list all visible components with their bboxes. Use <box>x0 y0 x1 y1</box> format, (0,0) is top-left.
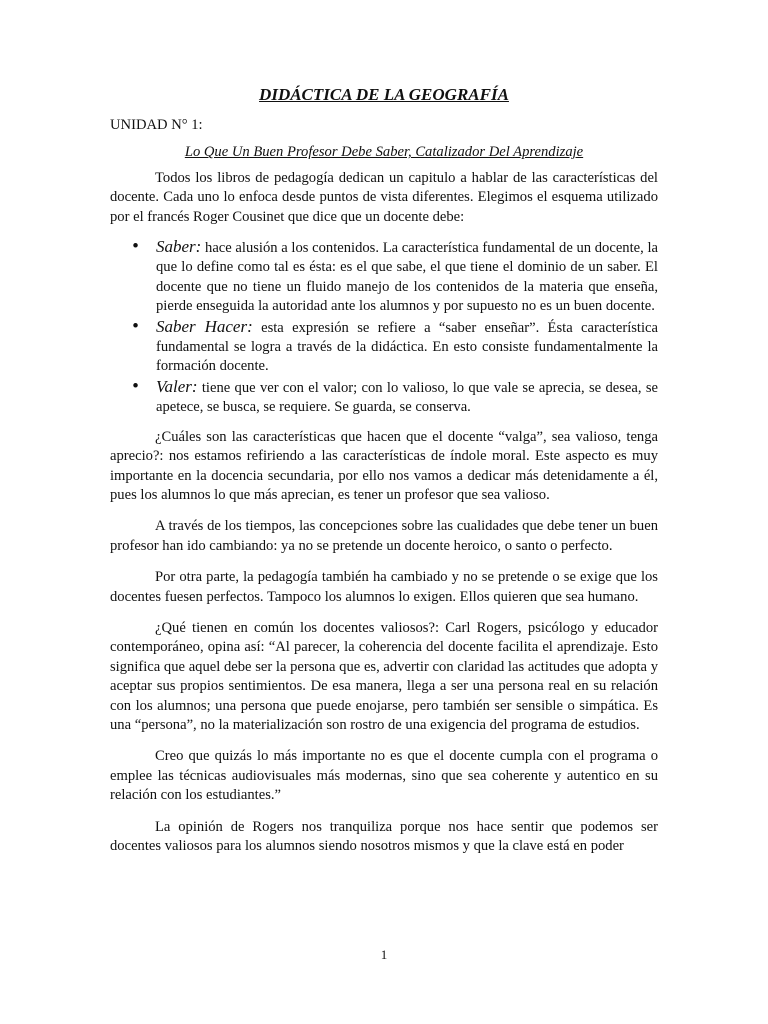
characteristics-list <box>110 237 658 418</box>
unit-heading: UNIDAD N° 1: <box>110 117 203 133</box>
description-saber: hace alusión a los contenidos. La característica fundamental de un docente, la que lo define como tal es ésta: es el que sabe, el que tiene el dominio de un saber. El docente que no tiene un fluido manejo de los contenidos de la materia que enseña, pierde enseguida la autoridad ante los alumnos y por supuesto no es un buen docente. <box>156 240 658 315</box>
page-number: 1 <box>380 947 388 962</box>
term-saber-hacer: Saber Hacer: <box>156 316 253 336</box>
list-item-saber-hacer <box>110 317 658 377</box>
section-subtitle: Lo Que Un Buen Profesor Debe Saber, Catalizador Del Aprendizaje <box>184 144 584 161</box>
document-page <box>110 84 658 868</box>
list-item-saber <box>110 237 658 317</box>
term-saber: Saber: <box>156 237 202 257</box>
paragraph-moral-characteristics: ¿Cuáles son las características que hacen que el docente “valga”, sea valioso, tenga aprecio?: nos estamos refiriendo a las características de índole moral. Este aspecto es muy importante en la docencia secundaria, por ello nos vamos a dedicar más detenidamente a él, pues los alumnos lo que más aprecian, es tener un profesor que sea valioso. <box>110 428 658 503</box>
paragraph-pedagogy-change: Por otra parte, la pedagogía también ha cambiado y no se pretende o se exige que los docentes fuesen perfectos. Tampoco los alumnos lo exigen. Ellos quieren que sea humano. <box>110 569 658 605</box>
paragraph-rogers-opinion: La opinión de Rogers nos tranquiliza porque nos hace sentir que podemos ser docentes valiosos para los alumnos siendo nosotros mismos y que la clave está en poder <box>110 818 658 854</box>
paragraph-changing-conceptions: A través de los tiempos, las concepciones sobre las cualidades que debe tener un buen profesor han ido cambiando: ya no se pretende un docente heroico, o santo o perfecto. <box>110 518 658 554</box>
bullet-icon: • <box>132 375 139 397</box>
list-item-valer <box>110 377 658 418</box>
bullet-icon: • <box>132 315 139 337</box>
bullet-icon: • <box>132 236 139 258</box>
intro-paragraph: Todos los libros de pedagogía dedican un capitulo a hablar de las características del docente. Cada uno lo enfoca desde puntos de vista diferentes. Elegimos el esquema utilizado por el francés Roger Cousinet que dice que un docente debe: <box>110 169 658 225</box>
paragraph-rogers-quote: ¿Qué tienen en común los docentes valiosos?: Carl Rogers, psicólogo y educador contemporáneo, opina así: “Al parecer, la coherencia del docente facilita el aprendizaje. Esto significa que aquel debe ser la persona que es, advertir con claridad las actitudes que adopta y aceptar sus propios sentimientos. De esa manera, llega a ser una persona real en su relación con los alumnos; una persona que puede enojarse, pero también ser sensible o simpática. Es una “persona”, no la materialización son rostro de una exigencia del programa de estudios. <box>110 619 658 733</box>
description-valer: tiene que ver con el valor; con lo valioso, lo que vale se aprecia, se desea, se apetece, se busca, se requiere. Se guarda, se conserva. <box>156 379 658 416</box>
term-valer: Valer: <box>156 376 198 396</box>
description-saber-hacer: esta expresión se refiere a “saber enseñar”. Ésta característica fundamental se logra a través de la didáctica. En esto consiste fundamentalmente la formación docente. <box>156 319 658 375</box>
document-title: DIDÁCTICA DE LA GEOGRAFÍA <box>259 85 509 104</box>
paragraph-quote-conclusion: Creo que quizás lo más importante no es que el docente cumpla con el programa o emplee las técnicas audiovisuales más modernas, sino que sea coherente y autentico en su relación con los estudiantes.” <box>110 748 658 804</box>
